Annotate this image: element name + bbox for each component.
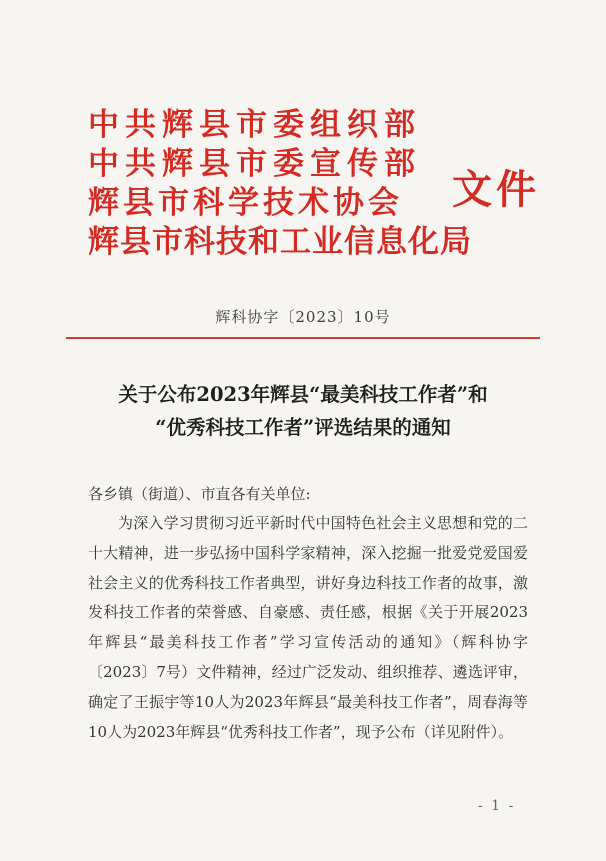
page-number: - 1 - [478, 798, 516, 814]
title-line-1: 关于公布2023年辉县“最美科技工作者”和 [118, 383, 488, 406]
document-number: 辉科协字〔2023〕10号 [215, 308, 391, 326]
issuer-names [88, 106, 472, 262]
title-line-2: “优秀科技工作者”评选结果的通知 [155, 416, 451, 439]
header-divider [66, 337, 540, 339]
salutation: 各乡镇（街道）、市直各有关单位: [88, 485, 311, 503]
body-paragraph: 为深入学习贯彻习近平新时代中国特色社会主义思想和党的二十大精神，进一步弘扬中国科学家精神，深入挖掘一批爱党爱国爱社会主义的优秀科技工作者典型，讲好身边科技工作者的故事，激发科技工作者的荣誉感、自豪感、责任感，根据《关于开展2023年辉县“最美科技工作者”学习宣传活动的通知》（辉科协字〔2023〕7号）文件精神，经过广泛发动、组织推荐、遴选评审，确定了王振宇等10人为2023年辉县“最美科技工作者”，周春海等10人为2023年辉县“优秀科技工作者”，现予公布（详见附件）。 [88, 514, 528, 741]
issuer-name: 辉县市科学技术协会 [88, 185, 403, 221]
issuer-name: 辉县市科技和工业信息化局 [88, 224, 472, 260]
document-title [0, 378, 606, 444]
issuer-name: 中共辉县市委宣传部 [88, 146, 421, 182]
document-type-label: 文件 [452, 166, 540, 213]
issuer-name: 中共辉县市委组织部 [88, 107, 421, 143]
